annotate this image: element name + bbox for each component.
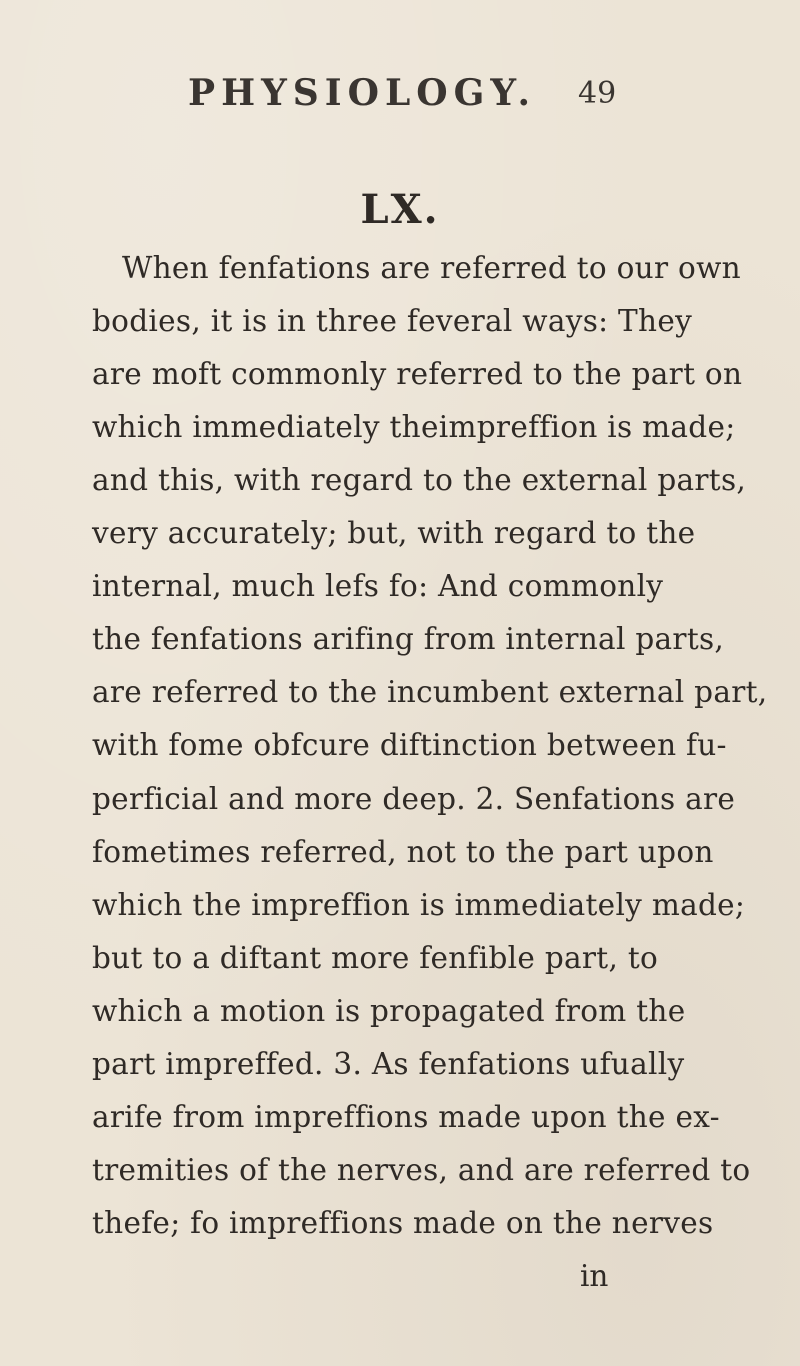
text-line: thefe; fo impreffions made on the nerves bbox=[92, 1205, 714, 1240]
text-line: are moft commonly referred to the part on bbox=[92, 357, 743, 392]
text-line: which immediately theimpreffion is made; bbox=[92, 410, 736, 445]
catchword: in bbox=[580, 1259, 609, 1293]
text-line: When fenfations are referred to our own bbox=[122, 251, 741, 285]
text-line: internal, much lefs fo: And commonly bbox=[92, 569, 664, 604]
running-title: PHYSIOLOGY. bbox=[188, 72, 536, 114]
text-line: perficial and more deep. 2. Senfations are bbox=[92, 781, 736, 816]
text-line: which a motion is propagated from the bbox=[92, 993, 686, 1028]
text-line: part impreffed. 3. As fenfations ufually bbox=[92, 1046, 685, 1081]
text-line: fometimes referred, not to the part upon bbox=[92, 834, 714, 869]
text-line: which the impreffion is immediately made; bbox=[92, 887, 746, 922]
text-line: and this, with regard to the external parts, bbox=[92, 463, 747, 498]
text-line: with fome obfcure diftinction between fu- bbox=[92, 728, 727, 763]
text-line: the fenfations arifing from internal parts, bbox=[92, 622, 725, 657]
text-line: but to a diftant more fenfible part, to bbox=[92, 940, 659, 975]
text-line: are referred to the incumbent external part, bbox=[92, 675, 768, 710]
text-line: very accurately; but, with regard to the bbox=[92, 516, 696, 551]
text-line: arife from impreffions made upon the ex- bbox=[92, 1099, 720, 1134]
text-line: tremities of the nerves, and are referred to bbox=[92, 1152, 751, 1187]
section-title: LX. bbox=[360, 186, 440, 233]
text-line: bodies, it is in three feveral ways: They bbox=[92, 304, 693, 339]
page-number: 49 bbox=[578, 76, 617, 111]
